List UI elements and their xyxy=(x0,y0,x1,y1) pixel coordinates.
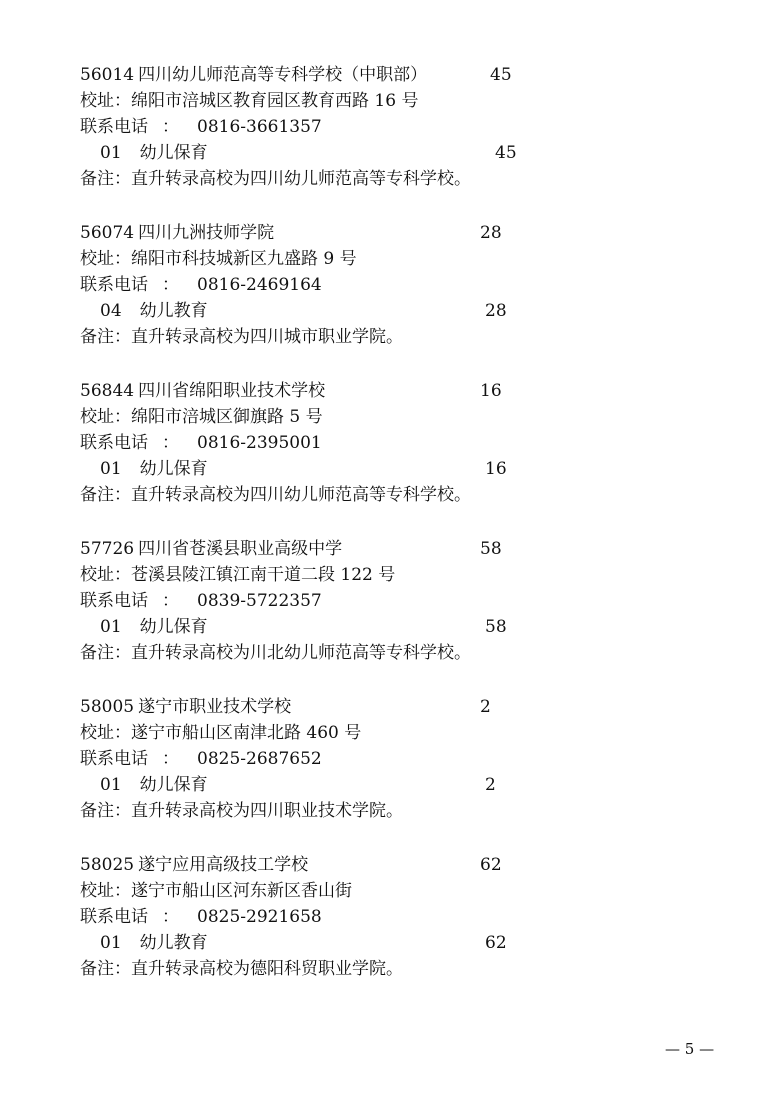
phone-colon: ： xyxy=(162,749,179,769)
phone-label: 联系电话 xyxy=(80,275,148,295)
note-value: 直升转录高校为四川职业技术学院。 xyxy=(131,801,403,821)
note-label: 备注： xyxy=(80,643,131,663)
major-name: 幼儿教育 xyxy=(139,301,208,321)
phone-colon: ： xyxy=(162,117,179,137)
major-code: 01 xyxy=(100,933,122,953)
address-label: 校址： xyxy=(80,249,131,269)
school-note xyxy=(80,956,403,982)
school-total: 2 xyxy=(480,697,491,717)
note-label: 备注： xyxy=(80,959,131,979)
major-code: 01 xyxy=(100,143,122,163)
major-count: 28 xyxy=(485,301,507,321)
major-count: 45 xyxy=(495,143,517,163)
major-count: 2 xyxy=(485,775,496,795)
note-label: 备注： xyxy=(80,801,131,821)
phone-value: 0839-5722357 xyxy=(197,591,322,611)
phone-colon: ： xyxy=(162,275,179,295)
major-row xyxy=(80,140,720,166)
school-address xyxy=(80,246,357,272)
address-label: 校址： xyxy=(80,723,131,743)
note-value: 直升转录高校为川北幼儿师范高等专科学校。 xyxy=(131,643,471,663)
school-total: 58 xyxy=(480,539,502,559)
note-value: 直升转录高校为四川幼儿师范高等专科学校。 xyxy=(131,169,471,189)
major-row xyxy=(80,772,720,798)
school-name: 遂宁应用高级技工学校 xyxy=(138,855,309,875)
school-phone xyxy=(80,272,322,298)
school-code: 56074 xyxy=(80,223,135,243)
major-row xyxy=(80,930,720,956)
school-name: 四川幼儿师范高等专科学校（中职部） xyxy=(138,65,428,85)
school-name: 四川九洲技师学院 xyxy=(138,223,275,243)
major-code: 01 xyxy=(100,617,122,637)
school-address xyxy=(80,720,361,746)
school-code: 58025 xyxy=(80,855,135,875)
school-note xyxy=(80,166,471,192)
school-header xyxy=(80,378,325,404)
school-total: 28 xyxy=(480,223,502,243)
school-phone xyxy=(80,114,322,140)
address-value: 绵阳市科技城新区九盛路 9 号 xyxy=(131,249,357,269)
school-address xyxy=(80,878,352,904)
note-label: 备注： xyxy=(80,485,131,505)
phone-value: 0816-2469164 xyxy=(197,275,322,295)
address-label: 校址： xyxy=(80,565,131,585)
note-label: 备注： xyxy=(80,169,131,189)
school-code: 56844 xyxy=(80,381,135,401)
address-value: 绵阳市涪城区教育园区教育西路 16 号 xyxy=(131,91,419,111)
major-count: 62 xyxy=(485,933,507,953)
school-phone xyxy=(80,430,322,456)
major-row xyxy=(80,614,720,640)
school-header xyxy=(80,220,274,246)
school-header xyxy=(80,536,342,562)
major-code: 04 xyxy=(100,301,122,321)
address-label: 校址： xyxy=(80,91,131,111)
major-row xyxy=(80,456,720,482)
school-code: 57726 xyxy=(80,539,135,559)
school-address xyxy=(80,562,395,588)
major-name: 幼儿保育 xyxy=(139,617,208,637)
school-total: 16 xyxy=(480,381,502,401)
major-count: 58 xyxy=(485,617,507,637)
school-total: 45 xyxy=(490,65,512,85)
school-phone xyxy=(80,588,322,614)
phone-value: 0825-2687652 xyxy=(197,749,322,769)
major-code: 01 xyxy=(100,775,122,795)
address-value: 苍溪县陵江镇江南干道二段 122 号 xyxy=(131,565,396,585)
school-address xyxy=(80,404,323,430)
note-value: 直升转录高校为四川城市职业学院。 xyxy=(131,327,403,347)
school-code: 58005 xyxy=(80,697,135,717)
address-value: 遂宁市船山区南津北路 460 号 xyxy=(131,723,362,743)
major-row xyxy=(80,298,720,324)
school-total: 62 xyxy=(480,855,502,875)
address-value: 遂宁市船山区河东新区香山街 xyxy=(131,881,352,901)
school-phone xyxy=(80,746,322,772)
address-label: 校址： xyxy=(80,407,131,427)
phone-value: 0825-2921658 xyxy=(197,907,322,927)
school-name: 四川省绵阳职业技术学校 xyxy=(138,381,326,401)
note-value: 直升转录高校为德阳科贸职业学院。 xyxy=(131,959,403,979)
school-note xyxy=(80,640,471,666)
phone-label: 联系电话 xyxy=(80,749,148,769)
school-note xyxy=(80,798,403,824)
address-label: 校址： xyxy=(80,881,131,901)
address-value: 绵阳市涪城区御旗路 5 号 xyxy=(131,407,323,427)
school-address xyxy=(80,88,418,114)
major-count: 16 xyxy=(485,459,507,479)
phone-label: 联系电话 xyxy=(80,591,148,611)
phone-value: 0816-2395001 xyxy=(197,433,322,453)
phone-colon: ： xyxy=(162,591,179,611)
major-name: 幼儿保育 xyxy=(139,143,208,163)
school-code: 56014 xyxy=(80,65,135,85)
phone-colon: ： xyxy=(162,433,179,453)
phone-label: 联系电话 xyxy=(80,907,148,927)
phone-value: 0816-3661357 xyxy=(197,117,322,137)
major-name: 幼儿保育 xyxy=(139,775,208,795)
school-header xyxy=(80,694,291,720)
school-note xyxy=(80,482,471,508)
major-name: 幼儿保育 xyxy=(139,459,208,479)
phone-label: 联系电话 xyxy=(80,117,148,137)
major-code: 01 xyxy=(100,459,122,479)
note-value: 直升转录高校为四川幼儿师范高等专科学校。 xyxy=(131,485,471,505)
phone-colon: ： xyxy=(162,907,179,927)
phone-label: 联系电话 xyxy=(80,433,148,453)
note-label: 备注： xyxy=(80,327,131,347)
school-header xyxy=(80,852,308,878)
school-name: 四川省苍溪县职业高级中学 xyxy=(138,539,343,559)
school-phone xyxy=(80,904,322,930)
school-header xyxy=(80,62,427,88)
school-name: 遂宁市职业技术学校 xyxy=(138,697,292,717)
school-note xyxy=(80,324,403,350)
page-number: — 5 — xyxy=(665,1040,715,1058)
major-name: 幼儿教育 xyxy=(139,933,208,953)
